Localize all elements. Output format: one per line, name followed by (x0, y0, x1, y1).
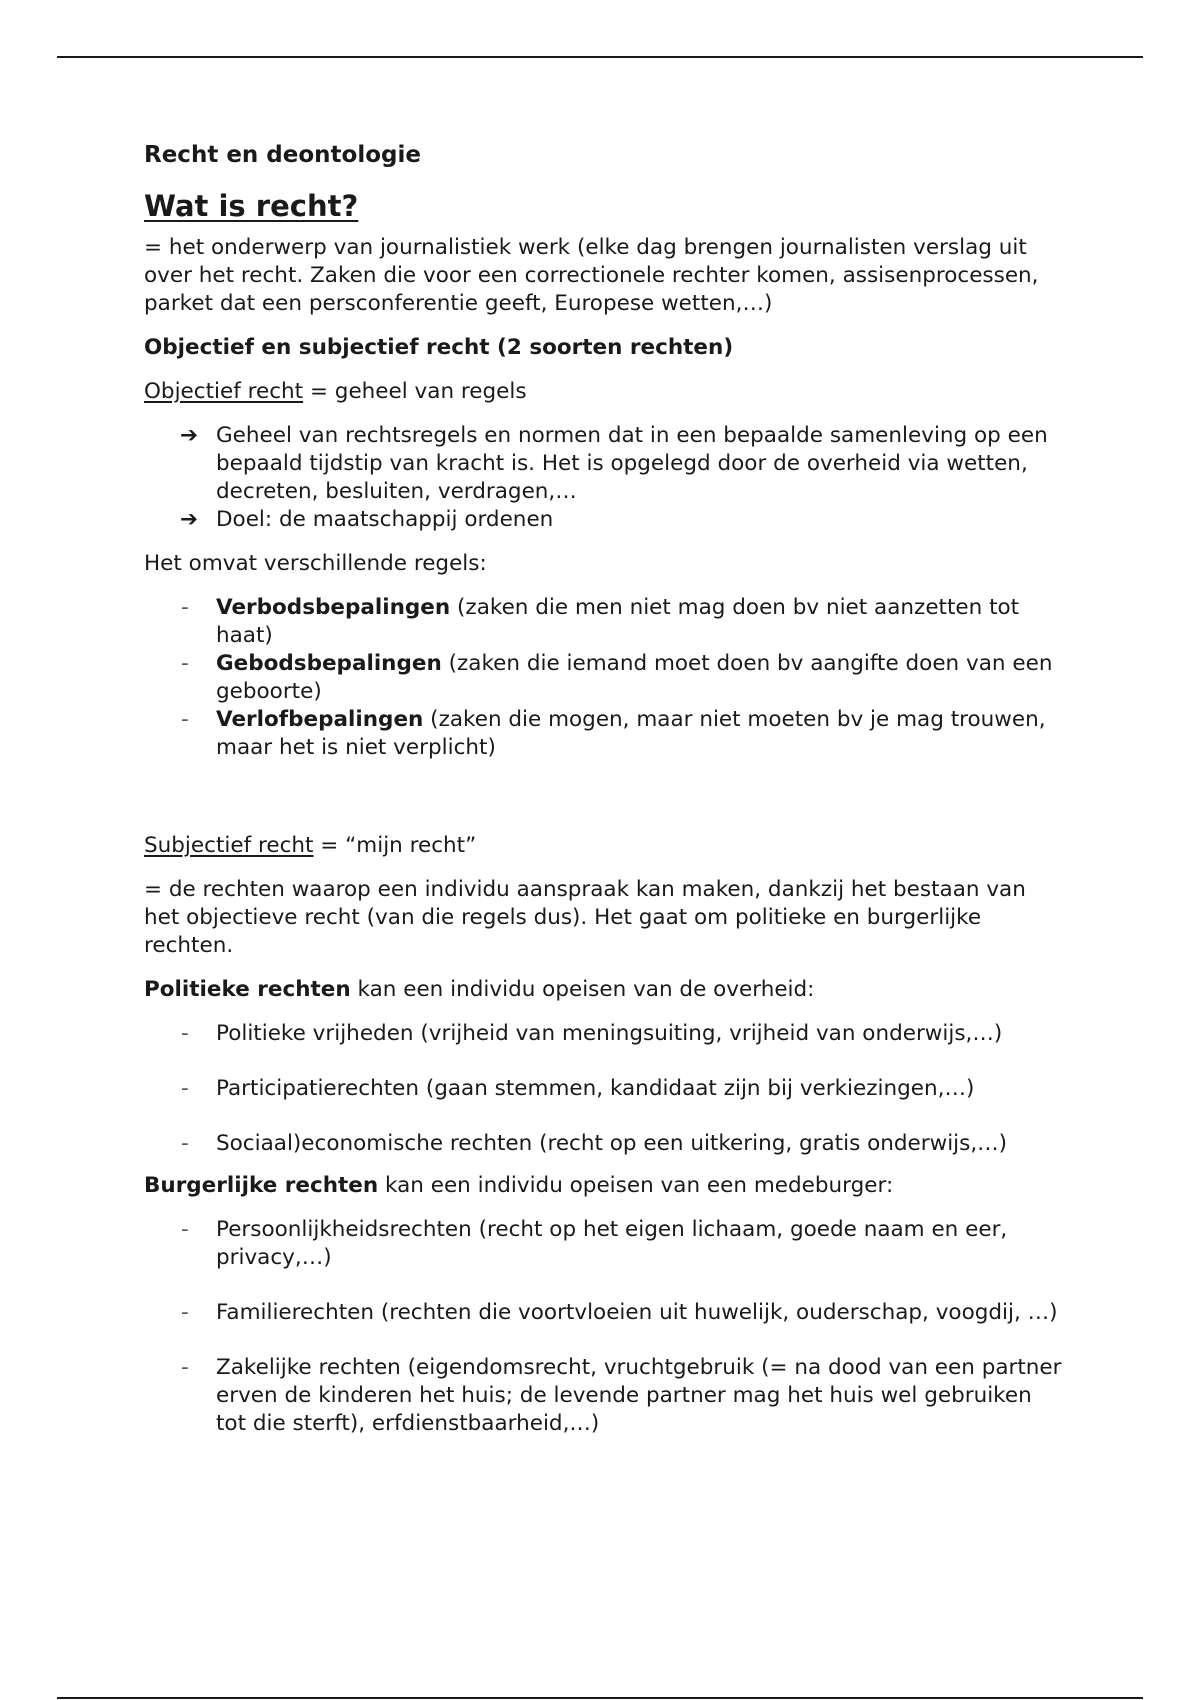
dash-icon: - (181, 1131, 189, 1156)
document-title: Recht en deontologie (144, 142, 421, 168)
document-body (144, 140, 1064, 1454)
arrow-icon: ➔ (180, 423, 199, 448)
subjective-term: Subjectief recht (144, 833, 314, 858)
header-rule (57, 56, 1143, 58)
list-item (144, 1299, 1064, 1327)
political-rights-list (144, 1020, 1064, 1158)
rule-text: (zaken die men niet mag doen bv niet aanzetten tot haat) (216, 595, 1020, 648)
list-item-text: Persoonlijkheidsrechten (recht op het eigen lichaam, goede naam en eer, privacy,…) (216, 1217, 1008, 1270)
subjective-definition (144, 832, 1064, 860)
list-item (144, 594, 1064, 650)
dash-icon: - (181, 595, 189, 620)
list-item (144, 650, 1064, 706)
list-item-text: Geheel van rechtsregels en normen dat in een bepaalde samenleving op een bepaald tijdstip van kracht is. Het is opgelegd door de overheid via wetten, decreten, besluiten, verdragen,… (216, 423, 1048, 504)
arrow-icon: ➔ (180, 507, 199, 532)
civil-rights-intro (144, 1172, 1064, 1200)
list-item (144, 1130, 1064, 1158)
list-item (144, 1354, 1064, 1438)
objective-arrow-list (144, 422, 1064, 534)
subjective-definition-text: = “mijn recht” (313, 833, 477, 858)
political-rights-intro (144, 976, 1064, 1004)
list-item-text: Zakelijke rechten (eigendomsrecht, vruchtgebruik (= na dood van een partner erven de kinderen het huis; de levende partner mag het huis wel gebruiken tot die sterft), erfdienstbaarheid,…) (216, 1355, 1062, 1436)
rule-text: (zaken die mogen, maar niet moeten bv je mag trouwen, maar het is niet verplicht) (216, 707, 1046, 760)
objective-definition-text: = geheel van regels (303, 379, 527, 404)
rules-intro: Het omvat verschillende regels: (144, 551, 487, 576)
rule-text: (zaken die iemand moet doen bv aangifte doen van een geboorte) (216, 651, 1053, 704)
heading-wat-is-recht: Wat is recht? (144, 189, 359, 223)
list-item (144, 1075, 1064, 1103)
intro-paragraph: = het onderwerp van journalistiek werk (elke dag brengen journalisten verslag uit over het recht. Zaken die voor een correctionele rechter komen, assisenprocessen, parket dat een persconferentie geeft, Europese wetten,…) (144, 235, 1039, 316)
dash-icon: - (181, 651, 189, 676)
rule-term: Verbodsbepalingen (216, 595, 451, 620)
list-item-text: Familierechten (rechten die voortvloeien uit huwelijk, ouderschap, voogdij, …) (216, 1300, 1058, 1325)
subjective-explanation: = de rechten waarop een individu aanspraak kan maken, dankzij het bestaan van het objectieve recht (van die regels dus). Het gaat om politieke en burgerlijke rechten. (144, 877, 1026, 958)
political-rights-text: kan een individu opeisen van de overheid: (350, 977, 815, 1002)
footer-rule (57, 1697, 1143, 1699)
dash-icon: - (181, 1021, 189, 1046)
list-item (144, 506, 1064, 534)
list-item-text: Participatierechten (gaan stemmen, kandidaat zijn bij verkiezingen,…) (216, 1076, 975, 1101)
dash-icon: - (181, 1300, 189, 1325)
civil-rights-term: Burgerlijke rechten (144, 1173, 379, 1198)
list-item (144, 706, 1064, 762)
civil-rights-text: kan een individu opeisen van een medeburger: (378, 1173, 894, 1198)
rules-list (144, 594, 1064, 762)
political-rights-term: Politieke rechten (144, 977, 351, 1002)
dash-icon: - (181, 1076, 189, 1101)
list-item-text: Sociaal)economische rechten (recht op een uitkering, gratis onderwijs,…) (216, 1131, 1008, 1156)
list-item (144, 1216, 1064, 1272)
dash-icon: - (181, 1355, 189, 1380)
objective-term: Objectief recht (144, 379, 304, 404)
list-item-text: Doel: de maatschappij ordenen (216, 507, 554, 532)
section-heading-objectief-subjectief: Objectief en subjectief recht (2 soorten rechten) (144, 335, 734, 360)
objective-definition (144, 378, 1064, 406)
rule-term: Verlofbepalingen (216, 707, 424, 732)
list-item-text: Politieke vrijheden (vrijheid van meningsuiting, vrijheid van onderwijs,…) (216, 1021, 1003, 1046)
civil-rights-list (144, 1216, 1064, 1438)
dash-icon: - (181, 1217, 189, 1242)
rule-term: Gebodsbepalingen (216, 651, 442, 676)
dash-icon: - (181, 707, 189, 732)
list-item (144, 422, 1064, 506)
list-item (144, 1020, 1064, 1048)
